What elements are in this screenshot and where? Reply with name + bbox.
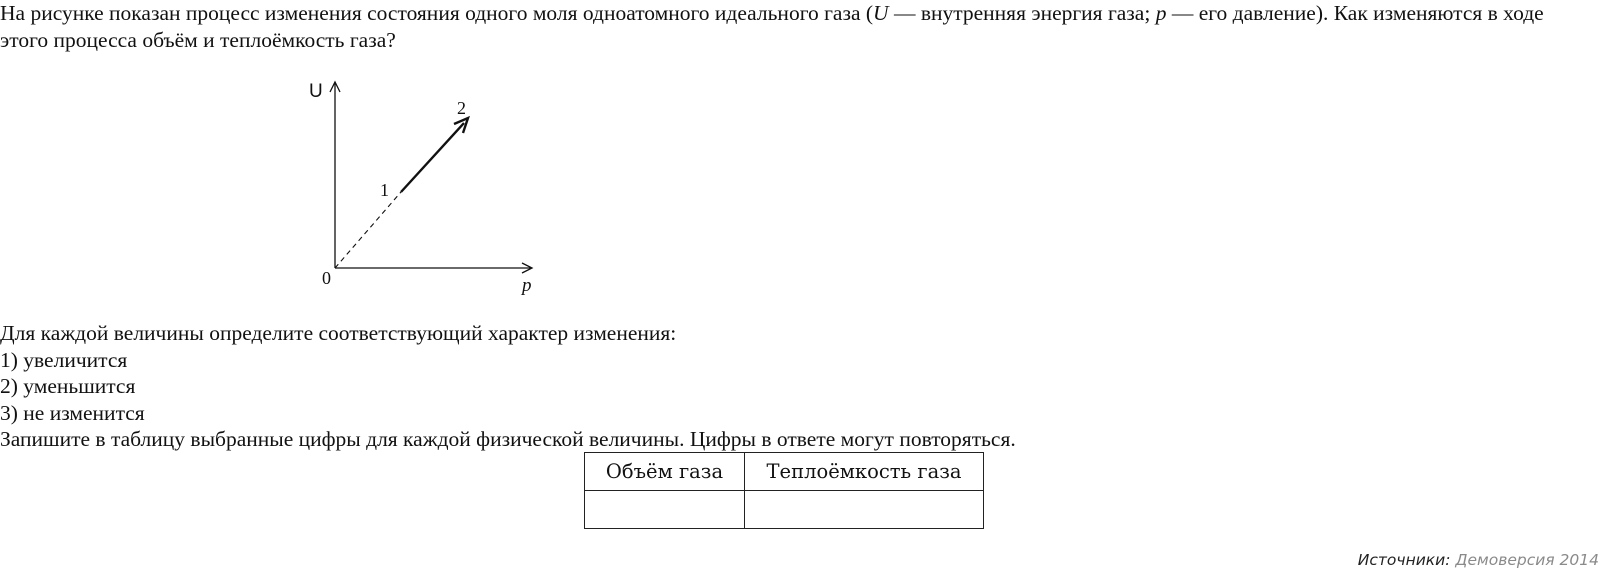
instructions-prompt: Для каждой величины определите соответствующий характер изменения: [0, 321, 677, 345]
problem-intro-part1: На рисунке показан процесс изменения состояния одного моля одноатомного идеального газа ( [0, 1, 874, 25]
answer-table-row [585, 491, 984, 529]
u-p-diagram [300, 70, 560, 305]
problem-intro-part2: — внутренняя энергия газа; [888, 1, 1156, 25]
source-link[interactable]: Демоверсия 2014 [1455, 551, 1599, 569]
extrapolation-dashed-line [335, 192, 401, 268]
option-item: 1) увеличится [0, 347, 128, 372]
option-item: 3) не изменится [0, 400, 145, 425]
source-line [1358, 551, 1599, 569]
process-line-1-2 [401, 123, 464, 192]
answer-table [584, 452, 984, 529]
point-1-label: 1 [380, 180, 389, 200]
write-prompt: Запишите в таблицу выбранные цифры для каждой физической величины. Цифры в ответе могут повторяться. [0, 427, 1016, 451]
x-axis-label: p [522, 275, 532, 296]
problem-intro-part3: — его давление). Как изменяются в ходе этого процесса объём и теплоёмкость газа? [0, 1, 1544, 52]
problem-text [0, 0, 1590, 53]
point-2-label: 2 [457, 98, 466, 118]
answer-cell-volume[interactable] [585, 491, 745, 529]
diagram-svg [300, 70, 560, 305]
header-heat-capacity: Теплоёмкость газа [745, 453, 984, 491]
instructions [0, 320, 1016, 453]
origin-label: 0 [322, 268, 331, 288]
answer-table-header-row [585, 453, 984, 491]
variable-p: p [1155, 1, 1167, 25]
option-item: 2) уменьшится [0, 374, 136, 398]
header-volume: Объём газа [585, 453, 745, 491]
answer-cell-heat-capacity[interactable] [745, 491, 984, 529]
source-label: Источники: [1357, 551, 1451, 569]
y-axis-label: U [309, 81, 323, 102]
problem-statement [0, 0, 1590, 53]
variable-u: U [873, 1, 889, 25]
